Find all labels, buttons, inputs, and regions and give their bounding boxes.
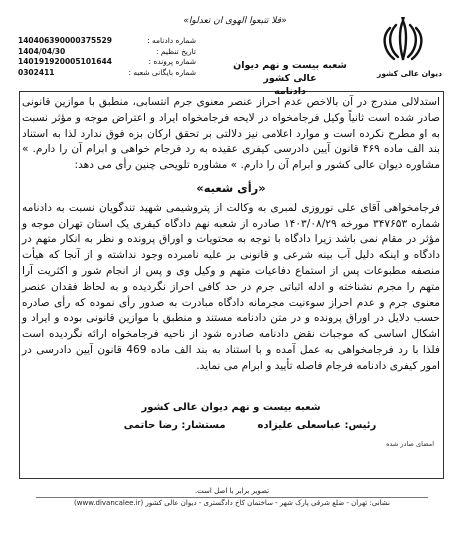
meta-row: تاریخ تنظیم : 1404/04/30 xyxy=(18,46,196,56)
footer-address: نشانی: تهران - ضلع شرقی پارک شهر - ساختمان کاخ دادگستری - دیوان عالی کشور (www.divancalee.ir) xyxy=(36,497,428,509)
signature-remark: امضای صادر شده xyxy=(386,440,434,448)
signatures xyxy=(70,420,430,431)
basmala: «فلا تتبعوا الهوی ان تعدلوا» xyxy=(183,16,287,26)
court-title xyxy=(222,59,358,98)
emblem xyxy=(377,15,442,95)
meta-row: شماره بایگانی شعبه : 0302411 xyxy=(18,67,196,77)
copy-note: تصویر برابر با اصل است. xyxy=(194,487,270,495)
emblem-caption: دیوان عالی کشور xyxy=(377,69,442,78)
ruling-paragraph: فرجامخواهی آقای علی نوروزی لمبری به وکالت از پتروشیمی شهید تندگویان نسبت به دادنامه شماره ۳۴۷۶۵۳ مورخه ۱۴۰۳/۰۸/۲۹ صادره از شعبه نهم دادگاه کیفری یک استان تهران موجه و مؤثر در مقام نمی باشد زیرا دادگاه با توجه به محتویات و اوراق پرونده و نظر به انکار متهم در دادگاه و اینکه دلیل آب بینه شرعی و قانونی بر علیه نامبرده وجود نداشته و از آنجا که هیأت منصفه مطبوعات پس از استماع دفاعیات متهم و وکیل وی و پس از انجام شور و اکثریت آرا متهم را مجرم نشناخته و ادله اثباتی جرم در حد کافی احراز نگردیده و به لحاظ فقدان عنصر معنوی جرم و عدم احراز سوءنیت مجرمانه دادگاه مبادرت به صدور رأی نموده که رأی صادره حسب دلایل در اوراق پرونده و در متن دادنامه مستند و منطبق با موازین قانونی بوده و ایراد و اشکال اساسی که موجبات نقض دادنامه صادره شود از ناحیه فرجامخواه ارائه نگردیده است فلذا با رد فرجامخواهی به عمل آمده و با استناد به بند الف ماده 469 قانون آیین دادرسی در امور کیفری دادنامه فرجام فاصله تأیید و ابرام می نماید. xyxy=(22,201,441,372)
meta-row: شماره دادنامه : 140406390000375529 xyxy=(18,36,196,45)
court-name: شعبه بیست و نهم دیوان عالی کشور xyxy=(233,60,347,84)
footer xyxy=(36,486,428,509)
document-body xyxy=(22,95,440,375)
intro-paragraph: استدلالی مندرج در آن بالاخص عدم احراز عنصر معنوی جرم انتسابی، منطبق با موازین قانونی صادر شده است ثانیاً وکیل فرجامخواه در لایحه فرجامخواه ایراد و اعتراض موجه و مؤثر نسبت به او مطرح نکرده است و موارد اعلامی نیز دلالتی بر تحقق ارکان بزه فوق ندارد لذا به استناد بند الف ماده ۴۶۹ قانون آیین دادرسی کیفری عقیده به رد فرجام خواهی و ابرام آن را دارم. » مشاوره دیوان عالی کشور و ابرام آن را دارم. » مشاوره تلویحی چنین رأی می دهد: xyxy=(22,96,440,172)
signature-heading: شعبه بیست و نهم دیوان عالی کشور xyxy=(141,402,321,413)
iran-emblem-icon xyxy=(377,15,429,67)
president-signature: رئیس: عباسعلی علیزاده xyxy=(257,420,377,431)
meta-row: شماره پرونده : 140191920005101644 xyxy=(18,57,196,66)
case-meta xyxy=(18,36,196,78)
section-title: «رأی شعبه» xyxy=(196,180,266,195)
doc-type: دادنامه xyxy=(274,86,306,97)
advisor-signature: مستشار: رضا حاتمی xyxy=(123,420,226,431)
